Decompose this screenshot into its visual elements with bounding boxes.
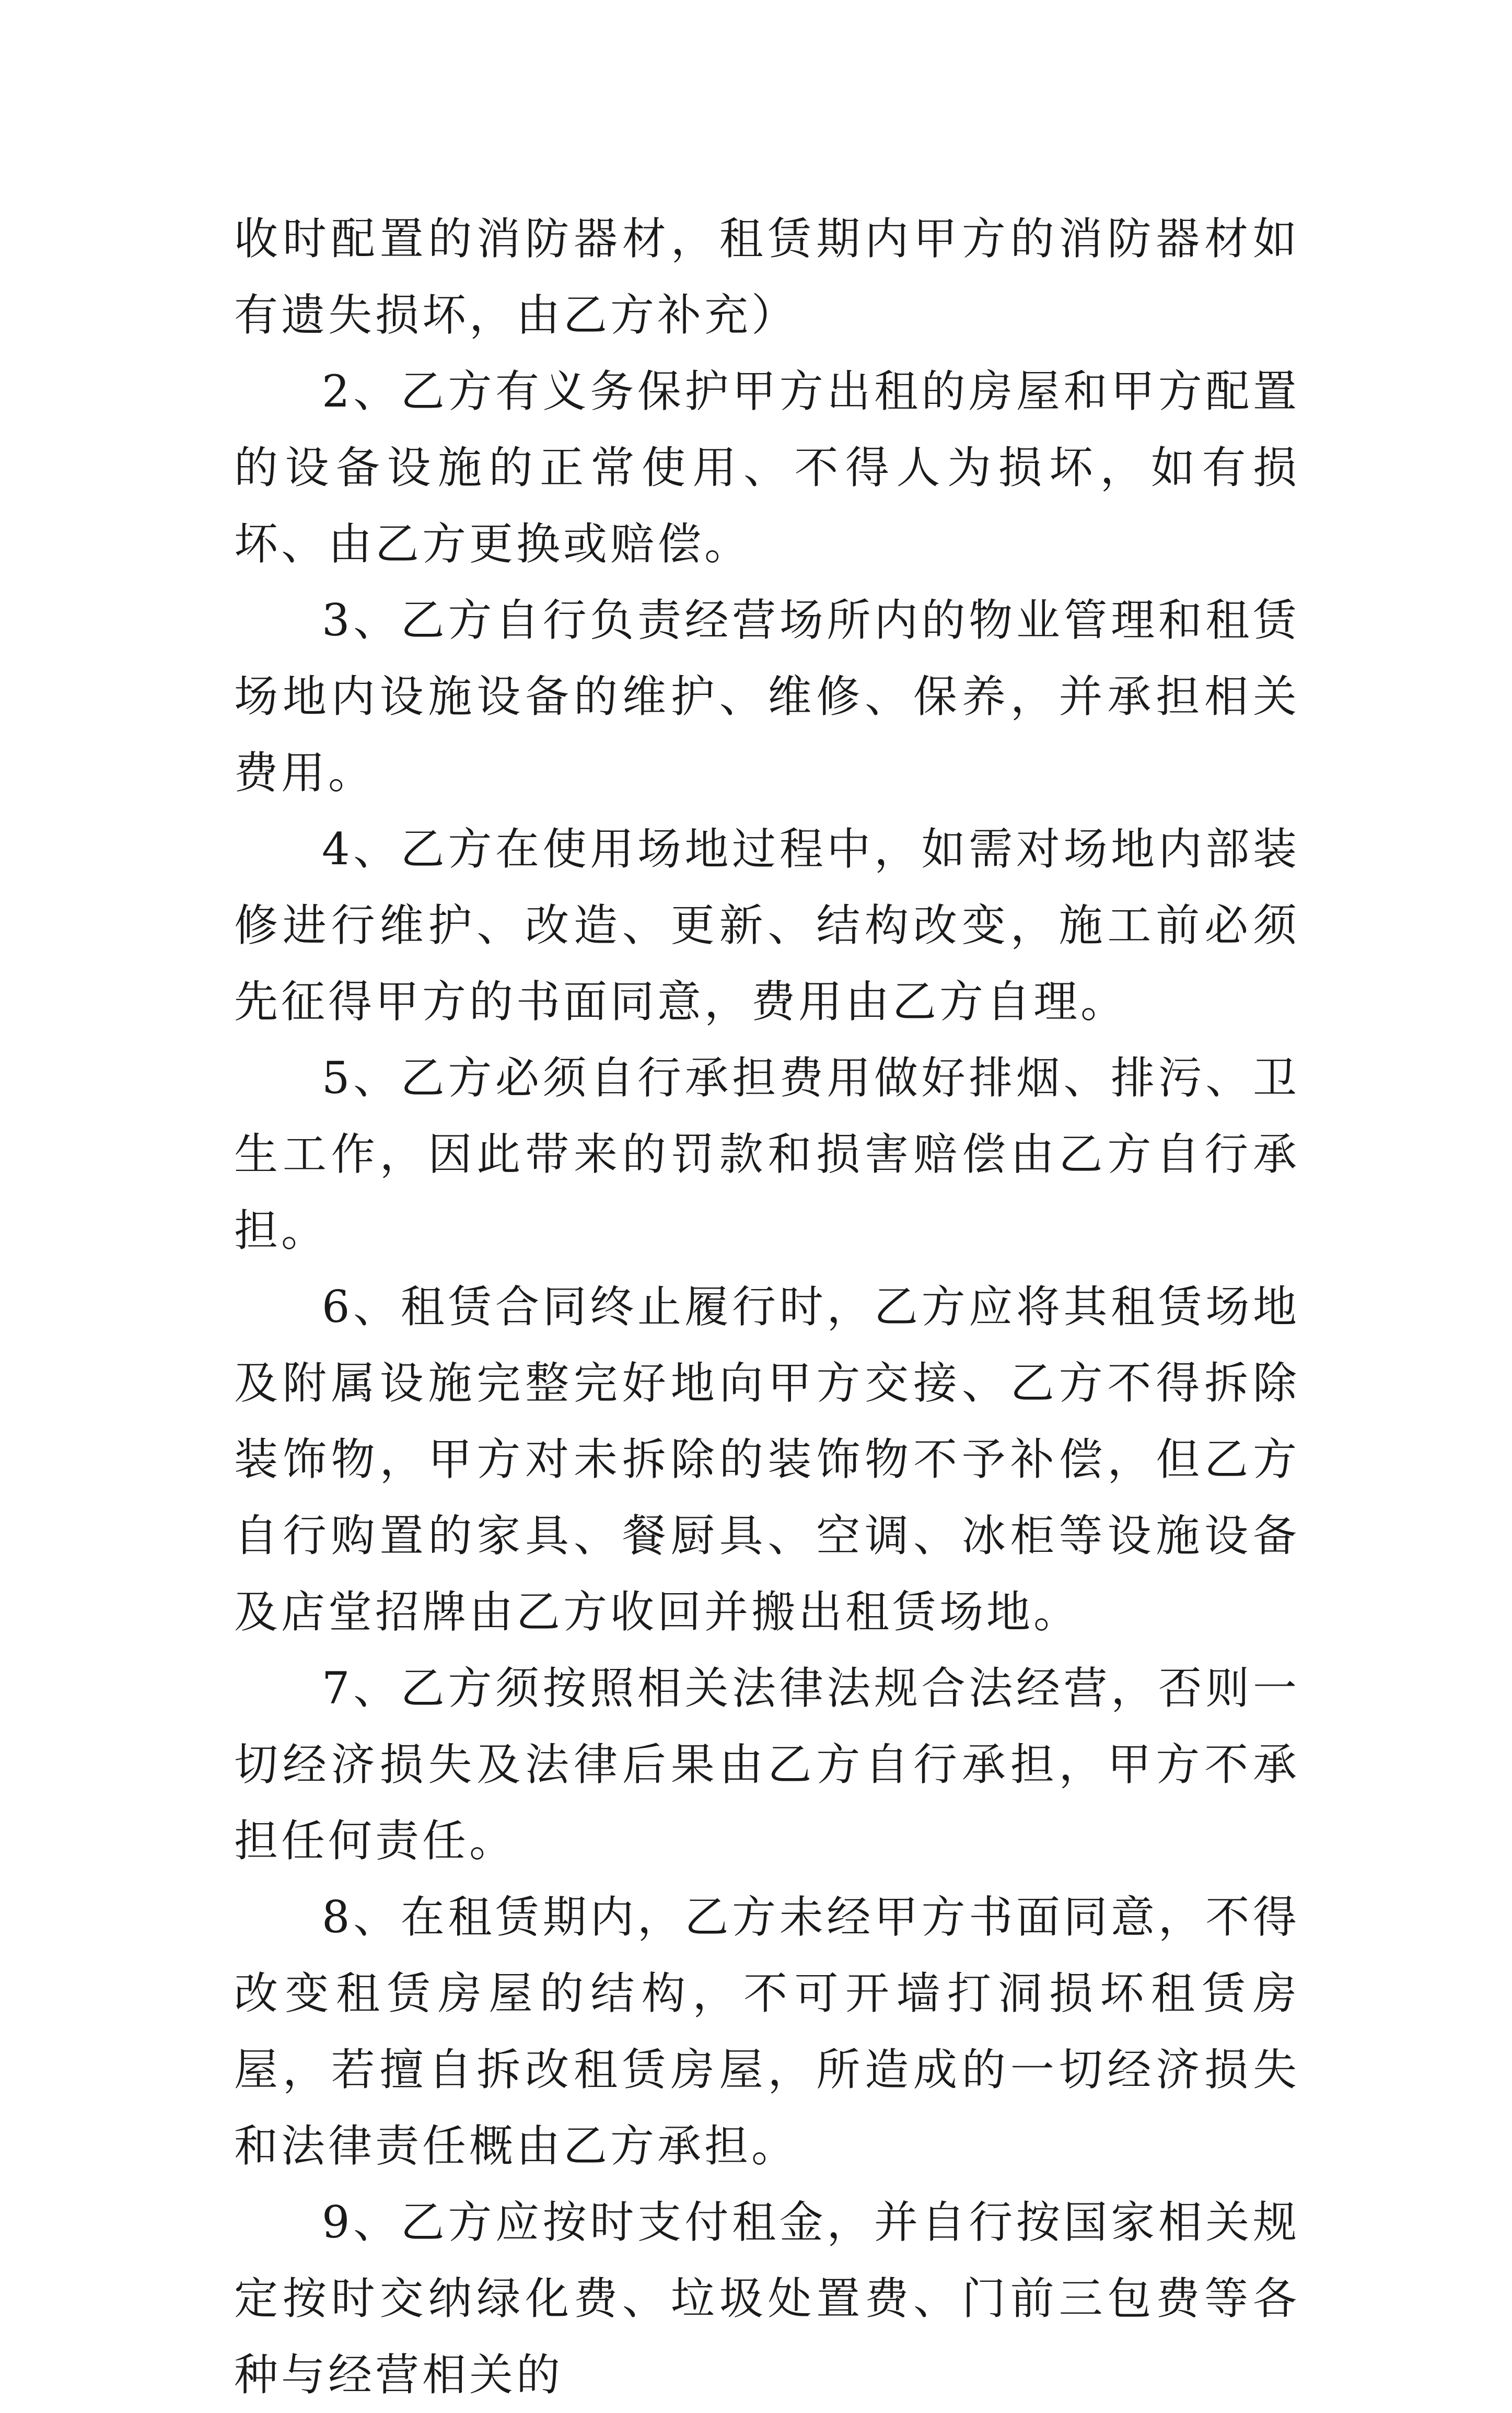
document-body: [234, 201, 1300, 2413]
paragraph-clause-2: 2、乙方有义务保护甲方出租的房屋和甲方配置的设备设施的正常使用、不得人为损坏，如有损坏、由乙方更换或赔偿。: [234, 366, 1300, 570]
paragraph-clause-5: 5、乙方必须自行承担费用做好排烟、排污、卫生工作，因此带来的罚款和损害赔偿由乙方自行承担。: [234, 1052, 1300, 1256]
paragraph-continuation: 收时配置的消防器材，租赁期内甲方的消防器材如有遗失损坏，由乙方补充）: [234, 213, 1300, 341]
paragraph-clause-8: 8、在租赁期内，乙方未经甲方书面同意，不得改变租赁房屋的结构，不可开墙打洞损坏租赁房屋，若擅自拆改租赁房屋，所造成的一切经济损失和法律责任概由乙方承担。: [234, 1892, 1300, 2172]
paragraph-clause-6: 6、租赁合同终止履行时，乙方应将其租赁场地及附属设施完整完好地向甲方交接、乙方不得拆除装饰物，甲方对未拆除的装饰物不予补偿，但乙方自行购置的家具、餐厨具、空调、冰柜等设施设备及店堂招牌由乙方收回并搬出租赁场地。: [234, 1281, 1300, 1638]
paragraph-clause-4: 4、乙方在使用场地过程中，如需对场地内部装修进行维护、改造、更新、结构改变，施工前必须先征得甲方的书面同意，费用由乙方自理。: [234, 823, 1300, 1027]
paragraph-clause-9: 9、乙方应按时支付租金，并自行按国家相关规定按时交纳绿化费、垃圾处置费、门前三包费等各种与经营相关的: [234, 2197, 1300, 2400]
paragraph-clause-3: 3、乙方自行负责经营场所内的物业管理和租赁场地内设施设备的维护、维修、保养，并承担相关费用。: [234, 595, 1300, 798]
paragraph-clause-7: 7、乙方须按照相关法律法规合法经营，否则一切经济损失及法律后果由乙方自行承担，甲方不承担任何责任。: [234, 1663, 1300, 1866]
